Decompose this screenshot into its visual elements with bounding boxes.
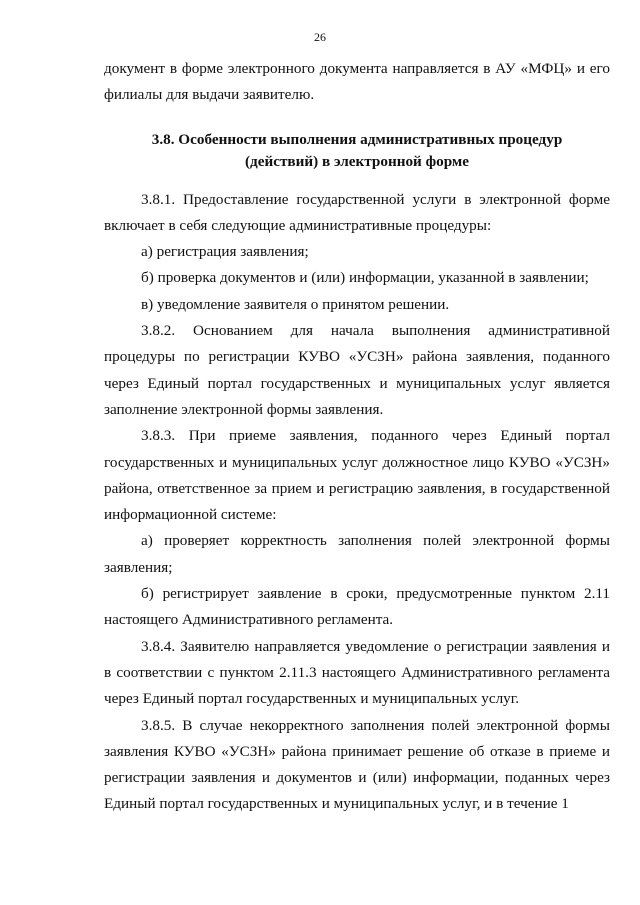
paragraph-3-8-2: 3.8.2. Основанием для начала выполнения административной процедуры по регистрации КУВО «УСЗН» района заявления, поданного через Единый портал государственных и муниципальных услуг является заполнение электронной формы заявления.	[104, 322, 610, 418]
section-heading	[104, 129, 610, 173]
lead-paragraph: документ в форме электронного документа направляется в АУ «МФЦ» и его филиалы для выдачи заявителю.	[104, 60, 610, 104]
paragraph-3-8-4: 3.8.4. Заявителю направляется уведомление о регистрации заявления и в соответствии с пунктом 2.11.3 настоящего Административного регламента через Единый портал государственных и муниципальных услуг.	[104, 637, 610, 708]
paragraph-3-8-3: 3.8.3. При приеме заявления, поданного через Единый портал государственных и муниципальных услуг должностное лицо КУВО «УСЗН» района, ответственное за прием и регистрацию заявления, в государственной информационной системе:	[104, 427, 610, 524]
list-item-a-verify-fields: а) проверяет корректность заполнения полей электронной формы заявления;	[104, 532, 610, 576]
document-body	[104, 56, 610, 818]
section-heading-line-2: (действий) в электронной форме	[244, 152, 470, 170]
list-item-b-register: б) регистрирует заявление в сроки, предусмотренные пунктом 2.11 настоящего Административного регламента.	[104, 585, 610, 629]
paragraph-3-8-5: 3.8.5. В случае некорректного заполнения полей электронной формы заявления КУВО «УСЗН» района принимает решение об отказе в приеме и регистрации заявления и документов и (или) информации, поданных через Единый портал государственных и муниципальных услуг, и в течение 1	[104, 716, 610, 813]
list-item-b-check-documents: б) проверка документов и (или) информации, указанной в заявлении;	[141, 269, 589, 287]
section-heading-line-1: 3.8. Особенности выполнения административных процедур	[151, 130, 563, 148]
page-number: 26	[314, 30, 326, 44]
list-item-c-notification: в) уведомление заявителя о принятом решении.	[141, 295, 450, 313]
paragraph-3-8-1: 3.8.1. Предоставление государственной услуги в электронной форме включает в себя следующие административные процедуры:	[104, 190, 610, 234]
list-item-a-registration: а) регистрация заявления;	[141, 243, 309, 261]
